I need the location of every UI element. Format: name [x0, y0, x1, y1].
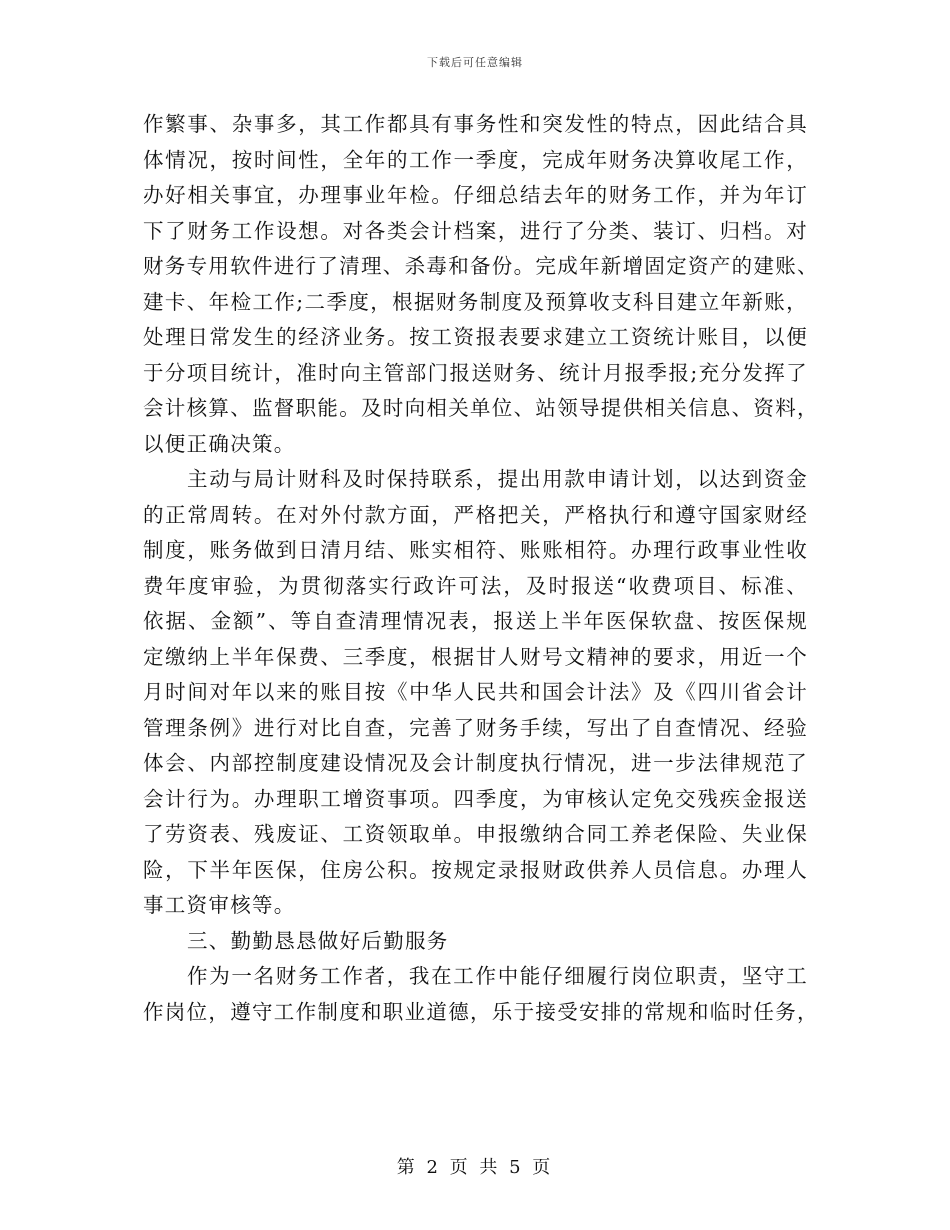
paragraph-first-line: 主动与局计财科及时保持联系，提出用款申请计划，以达到资金 [187, 467, 808, 491]
text-line: 月时间对年以来的账目按《中华人民共和国会计法》及《四川省会计 [143, 680, 808, 704]
document-body [143, 107, 819, 1030]
text-line: 管理条例》进行对比自查，完善了财务手续，写出了自查情况、经验 [143, 715, 808, 740]
text-line: 下了财务工作设想。对各类会计档案，进行了分类、装订、归档。对 [143, 218, 808, 243]
text-line: 体会、内部控制度建设情况及会计制度执行情况，进一步法律规范了 [143, 751, 808, 775]
page-header: 下载后可任意编辑 [427, 56, 523, 69]
text-line: 制度，账务做到日清月结、账实相符、账账相符。办理行政事业性收 [143, 538, 808, 562]
text-line: 财务专用软件进行了清理、杀毒和备份。完成年新增固定资产的建账、 [143, 254, 819, 278]
text-line: 费年度审验，为贯彻落实行政许可法，及时报送“收费项目、标准、 [143, 573, 808, 598]
text-line: 的正常周转。在对外付款方面，严格把关，严格执行和遵守国家财经 [143, 502, 808, 527]
text-line: 会计核算、监督职能。及时向相关单位、站领导提供相关信息、资料， [143, 396, 819, 420]
text-line: 依据、金额”、等自查清理情况表，报送上半年医保软盘、按医保规 [143, 609, 808, 633]
text-line: 作繁事、杂事多，其工作都具有事务性和突发性的特点，因此结合具 [143, 112, 808, 136]
text-line: 定缴纳上半年保费、三季度，根据甘人财号文精神的要求，用近一个 [143, 644, 808, 669]
text-line: 建卡、年检工作;二季度，根据财务制度及预算收支科目建立年新账， [143, 289, 808, 314]
text-line: 会计行为。办理职工增资事项。四季度，为审核认定免交残疾金报送 [143, 786, 808, 811]
text-line: 了劳资表、残废证、工资领取单。申报缴纳合同工养老保险、失业保 [143, 822, 808, 846]
text-line: 于分项目统计，准时向主管部门报送财务、统计月报季报;充分发挥了 [143, 360, 808, 385]
text-line: 事工资审核等。 [143, 893, 296, 917]
text-line: 以便正确决策。 [143, 431, 296, 456]
text-line: 处理日常发生的经济业务。按工资报表要求建立工资统计账目，以便 [143, 325, 808, 349]
text-line: 险，下半年医保，住房公积。按规定录报财政供养人员信息。办理人 [143, 857, 808, 882]
page-number: 第 2 页 共 5 页 [396, 1157, 554, 1178]
text-line: 办好相关事宜，办理事业年检。仔细总结去年的财务工作，并为年订 [143, 183, 808, 207]
section-heading: 三、勤勤恳恳做好后勤服务 [187, 928, 449, 953]
text-line: 作岗位，遵守工作制度和职业道德，乐于接受安排的常规和临时任务， [143, 999, 819, 1024]
paragraph-first-line: 作为一名财务工作者，我在工作中能仔细履行岗位职责，坚守工 [187, 964, 808, 988]
text-line: 体情况，按时间性，全年的工作一季度，完成年财务决算收尾工作， [143, 147, 808, 172]
